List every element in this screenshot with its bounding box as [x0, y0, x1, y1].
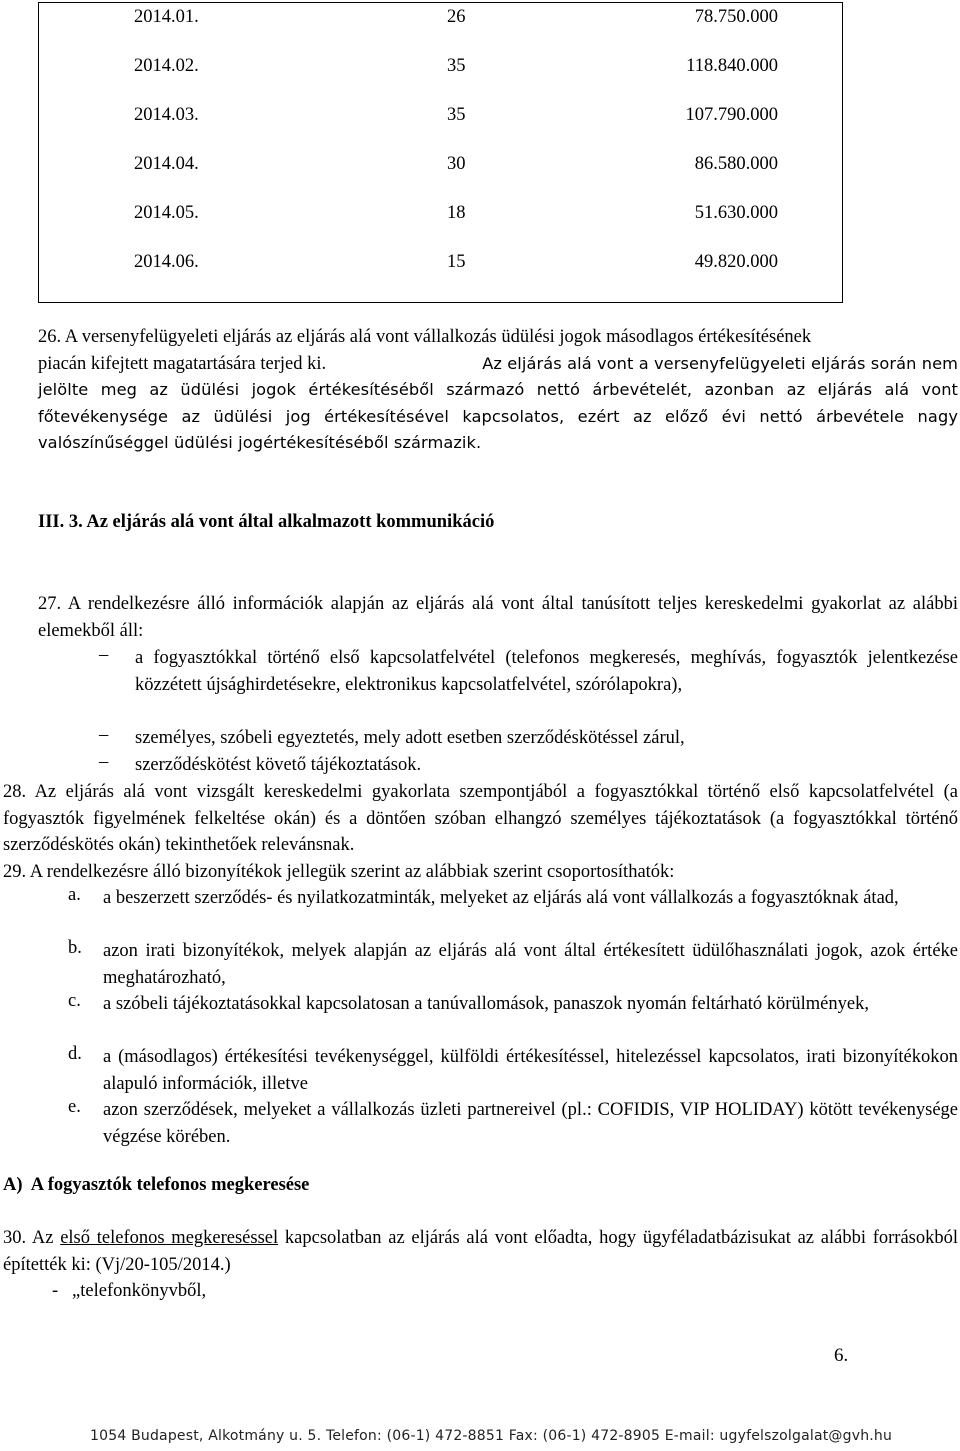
list-letter: e. [68, 1097, 81, 1117]
amount-cell: 86.580.000 [694, 154, 778, 174]
list-letter: b. [68, 938, 82, 958]
table-row [39, 150, 842, 198]
dash-bullet: – [99, 645, 109, 665]
paragraph-26-line1: 26. A versenyfelügyeleti eljárás az eljárás alá vont vállalkozás üdülési jogok másodlagos értékesítésének [38, 327, 812, 347]
count-cell: 18 [447, 203, 466, 223]
month-cell: 2014.02. [134, 56, 199, 76]
paragraph-28: 28. Az eljárás alá vont vizsgált kereskedelmi gyakorlata szempontjából a fogyasztókkal történő első kapcsolatfelvétel (a fogyasztók figyelmének felkeltése okán) és a döntően szóban elhangzó személyes tájékoztatások (a fogyasztókkal történő szerződéskötés okán) tekinthetőek relevánsnak. [3, 782, 958, 855]
section-heading: III. 3. Az eljárás alá vont által alkalmazott kommunikáció [38, 512, 495, 532]
amount-cell: 118.840.000 [686, 56, 778, 76]
paragraph-29: 29. A rendelkezésre álló bizonyítékok jellegük szerint az alábbiak szerint csoportosíthatók: [3, 862, 675, 882]
revenue-table [38, 2, 843, 303]
month-cell: 2014.06. [134, 252, 199, 272]
amount-cell: 49.820.000 [694, 252, 778, 272]
list-letter: c. [68, 991, 81, 1011]
amount-cell: 107.790.000 [685, 105, 778, 125]
count-cell: 30 [447, 154, 466, 174]
list-letter: d. [68, 1044, 82, 1064]
list-item-text: azon irati bizonyítékok, melyek alapján az eljárás alá vont által értékesített üdülőhasználati jogok, azok értéke meghatározható, [103, 941, 958, 988]
paragraph-26-fragment: piacán kifejtett magatartására terjed ki. [38, 353, 327, 374]
month-cell: 2014.03. [134, 105, 199, 125]
amount-cell: 78.750.000 [694, 7, 778, 27]
count-cell: 15 [447, 252, 466, 272]
table-row [39, 3, 842, 51]
table-row [39, 199, 842, 247]
bullet-item: - „telefonkönyvből, [52, 1281, 207, 1301]
paragraph-30-prefix: 30. Az [3, 1228, 61, 1248]
paragraph-26-line2 [38, 351, 958, 378]
dash-bullet: – [99, 752, 109, 772]
list-item-text: a szóbeli tájékoztatásokkal kapcsolatosan a tanúvallomások, panaszok nyomán feltárható körülmények, [103, 994, 869, 1014]
table-row [39, 248, 842, 296]
paragraph-26-fragment-sans: Az eljárás alá vont a versenyfelügyeleti eljárás során nem [482, 353, 958, 373]
dash-bullet: – [99, 725, 109, 745]
paragraph-30 [3, 1225, 958, 1278]
subsection-heading: A) A fogyasztók telefonos megkeresése [3, 1175, 310, 1195]
count-cell: 26 [447, 7, 466, 27]
list-item-text: a beszerzett szerződés- és nyilatkozatminták, melyeket az eljárás alá vont vállalkozás a fogyasztóknak átad, [103, 888, 899, 908]
list-item-text: szerződéskötést követő tájékoztatások. [135, 755, 422, 775]
list-letter: a. [68, 885, 81, 905]
paragraph-26-rest: jelölte meg az üdülési jogok értékesítéséből származó nettó árbevételét, azonban az eljárás alá vont főtevékenysége az üdülési jog értékesítésével kapcsolatos, ezért az előző évi nettó árbevétele nagy valószínűséggel üdülési jogértékesítéséből származik. [38, 380, 958, 452]
month-cell: 2014.05. [134, 203, 199, 223]
list-item-text: személyes, szóbeli egyeztetés, mely adott esetben szerződéskötéssel zárul, [135, 728, 685, 748]
count-cell: 35 [447, 105, 466, 125]
table-row [39, 52, 842, 100]
count-cell: 35 [447, 56, 466, 76]
list-item-text: a fogyasztókkal történő első kapcsolatfelvétel (telefonos megkeresés, meghívás, fogyasztók jelentkezése közzétett újsághirdetésekre, elektronikus kapcsolatfelvétel, szórólapokra), [135, 648, 958, 695]
month-cell: 2014.01. [134, 7, 199, 27]
page-number: 6. [834, 1345, 849, 1366]
month-cell: 2014.04. [134, 154, 199, 174]
footer: 1054 Budapest, Alkotmány u. 5. Telefon: (06-1) 472-8851 Fax: (06-1) 472-8905 E-mail: ugyfelszolgalat@gvh.hu [90, 1428, 893, 1444]
paragraph-30-underlined: első telefonos megkereséssel [60, 1228, 279, 1248]
paragraph-27: 27. A rendelkezésre álló információk alapján az eljárás alá vont által tanúsított teljes kereskedelmi gyakorlat az alábbi elemekből áll: [38, 594, 958, 641]
paragraph-30-suffix: kapcsolatban az eljárás alá vont előadta, hogy ügyféladatbázisukat az alábbi forrásokból építették ki: (Vj/20-105/2014.) [3, 1228, 958, 1275]
list-item-text: azon szerződések, melyeket a vállalkozás üzleti partnereivel (pl.: COFIDIS, VIP HOLIDAY) kötött tevékenysége végzése körében. [103, 1100, 958, 1147]
list-item-text: a (másodlagos) értékesítési tevékenységgel, külföldi értékesítéssel, hitelezéssel kapcsolatos, irati bizonyítékokon alapuló információk, illetve [103, 1047, 958, 1094]
table-row [39, 101, 842, 149]
amount-cell: 51.630.000 [694, 203, 778, 223]
